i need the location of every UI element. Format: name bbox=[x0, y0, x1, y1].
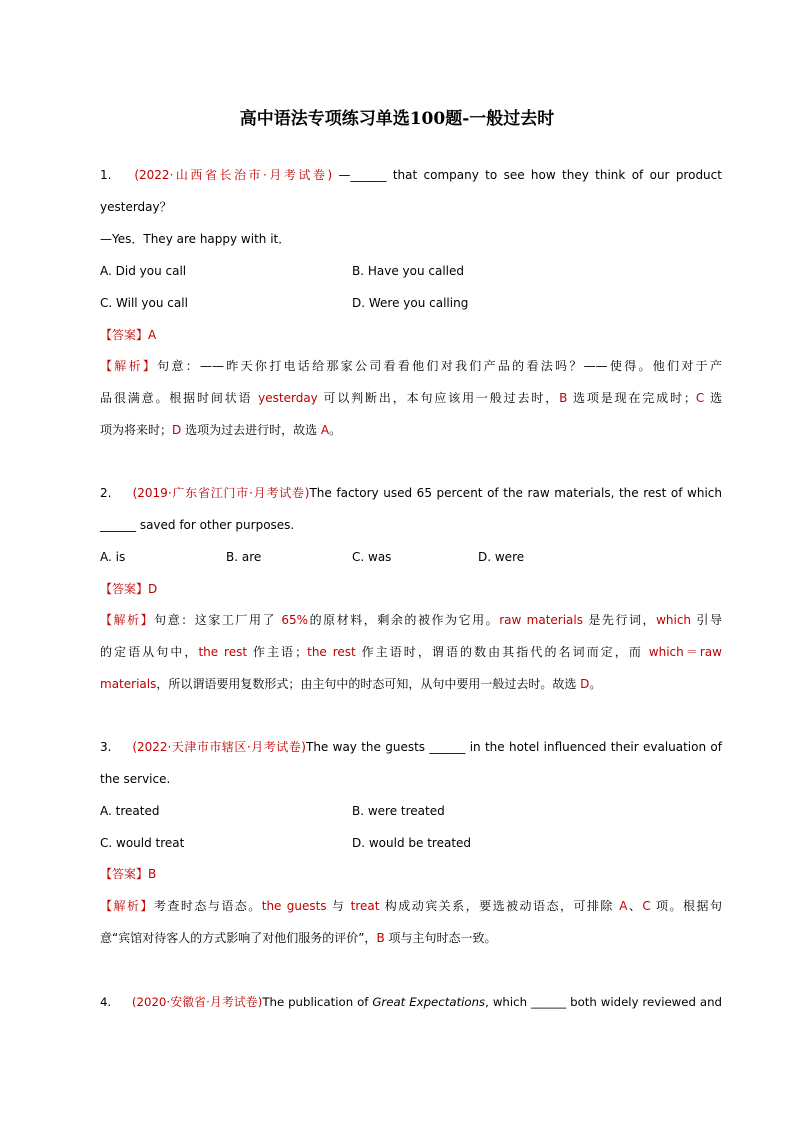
option-a: A. is bbox=[100, 550, 126, 564]
analysis-keyword: D bbox=[172, 423, 182, 437]
option-d: D. Were you calling bbox=[352, 296, 469, 310]
question-3-answer bbox=[100, 866, 722, 882]
analysis-label: 【解析】 bbox=[100, 613, 155, 627]
question-3-analysis-line2 bbox=[100, 930, 722, 946]
question-1-answer bbox=[100, 327, 722, 343]
analysis-text: 项。根据句 bbox=[650, 899, 722, 913]
analysis-keyword: yesterday bbox=[258, 391, 318, 405]
analysis-text: 构成动宾关系，要选被动语态，可排除 bbox=[379, 899, 620, 913]
analysis-keyword: which bbox=[656, 613, 692, 627]
question-source: (2020·安徽省·月考试卷) bbox=[131, 995, 263, 1009]
analysis-text: 考查时态与语态。 bbox=[153, 899, 262, 913]
analysis-keyword: treat bbox=[350, 899, 380, 913]
question-1-analysis-line1 bbox=[100, 358, 722, 374]
analysis-label: 【解析】 bbox=[100, 359, 158, 373]
analysis-text: 意“宾馆对待客人的方式影响了对他们服务的评价”， bbox=[100, 931, 377, 945]
analysis-text: 、 bbox=[627, 899, 643, 913]
answer-value: B bbox=[148, 867, 157, 881]
answer-value: D bbox=[148, 582, 158, 596]
analysis-keyword: A bbox=[619, 899, 628, 913]
question-text: The way the guests ______ in the hotel influenced their evaluation of bbox=[305, 740, 722, 754]
answer-label: 【答案】 bbox=[100, 867, 149, 881]
option-b: B. were treated bbox=[352, 804, 445, 818]
question-source: (2022·天津市市辖区·月考试卷) bbox=[132, 740, 306, 754]
analysis-text: 的原材料，剩余的被作为它用。 bbox=[308, 613, 500, 627]
question-2-analysis-line1 bbox=[100, 612, 722, 628]
question-text: The publication of bbox=[262, 995, 373, 1009]
question-2-stem-line1 bbox=[100, 485, 722, 501]
analysis-text: 品很满意。根据时间状语 bbox=[100, 391, 259, 405]
analysis-text: 作主语时，谓语的数由其指代的名词而定，而 bbox=[355, 645, 649, 659]
analysis-text: 句意：——昨天你打电话给那家公司看看他们对我们产品的看法吗？——使得。他们对于产 bbox=[157, 359, 722, 373]
question-2-analysis-line3 bbox=[100, 676, 722, 692]
question-1-stem-line3: —Yes．They are happy with it． bbox=[100, 232, 291, 246]
question-number: 4. bbox=[100, 995, 112, 1009]
analysis-text: 句意：这家工厂用了 bbox=[154, 613, 282, 627]
analysis-text: 可以判断出，本句应该用一般过去时， bbox=[317, 391, 560, 405]
option-d: D. would be treated bbox=[352, 836, 472, 850]
analysis-keyword: B bbox=[559, 391, 568, 405]
analysis-text: 引导 bbox=[691, 613, 722, 627]
question-1-stem-line2: yesterday？ bbox=[100, 200, 172, 214]
question-2-stem-line2: ______ saved for other purposes. bbox=[100, 518, 295, 532]
answer-label: 【答案】 bbox=[100, 582, 149, 596]
option-a: A. Did you call bbox=[100, 264, 187, 278]
option-b: B. are bbox=[226, 550, 262, 564]
analysis-text: 。 bbox=[329, 423, 342, 437]
analysis-keyword: C bbox=[695, 391, 705, 405]
analysis-text: 项与主句时态一致。 bbox=[384, 931, 497, 945]
option-c: C. Will you call bbox=[100, 296, 188, 310]
analysis-keyword: the guests bbox=[261, 899, 327, 913]
option-d: D. were bbox=[478, 550, 525, 564]
analysis-keyword: 65% bbox=[281, 613, 309, 627]
analysis-keyword: materials bbox=[100, 677, 157, 691]
question-1-stem-line1 bbox=[100, 167, 722, 183]
analysis-keyword: raw materials bbox=[499, 613, 583, 627]
question-3-stem-line1 bbox=[100, 739, 722, 755]
analysis-text: 选项是现在完成时； bbox=[567, 391, 696, 405]
analysis-text: 。 bbox=[589, 677, 602, 691]
answer-label: 【答案】 bbox=[100, 328, 149, 342]
question-3-stem-line2: the service. bbox=[100, 772, 171, 786]
analysis-text: 是先行词， bbox=[583, 613, 657, 627]
question-3-analysis-line1 bbox=[100, 898, 722, 914]
analysis-text: 选 bbox=[704, 391, 722, 405]
analysis-text: 与 bbox=[326, 899, 351, 913]
analysis-text: 选项为过去进行时，故选 bbox=[181, 423, 321, 437]
option-c: C. was bbox=[352, 550, 392, 564]
question-1-analysis-line2 bbox=[100, 390, 722, 406]
analysis-keyword: the rest bbox=[307, 645, 356, 659]
analysis-keyword: A bbox=[320, 423, 330, 437]
analysis-label: 【解析】 bbox=[100, 899, 154, 913]
analysis-text: 作主语； bbox=[247, 645, 308, 659]
question-4-stem-line1 bbox=[100, 994, 722, 1010]
question-source: (2022·山西省长治市·月考试卷) bbox=[134, 168, 333, 182]
question-2-analysis-line2 bbox=[100, 644, 722, 660]
analysis-text: 项为将来时； bbox=[100, 423, 173, 437]
question-source: (2019·广东省江门市·月考试卷) bbox=[132, 486, 310, 500]
option-a: A. treated bbox=[100, 804, 160, 818]
analysis-text: 的定语从句中， bbox=[100, 645, 199, 659]
question-number: 1. bbox=[100, 168, 112, 182]
analysis-keyword: which＝raw bbox=[648, 645, 722, 659]
analysis-text: ，所以谓语要用复数形式；由主句中的时态可知，从句中要用一般过去时。故选 bbox=[156, 677, 581, 691]
question-2-answer bbox=[100, 581, 722, 597]
option-c: C. would treat bbox=[100, 836, 185, 850]
analysis-keyword: D bbox=[580, 677, 590, 691]
analysis-keyword: the rest bbox=[198, 645, 248, 659]
question-text: —______ that company to see how they think of our product bbox=[338, 168, 722, 182]
analysis-keyword: C bbox=[642, 899, 651, 913]
question-text: , which ______ both widely reviewed and bbox=[485, 995, 722, 1009]
question-text: The factory used 65 percent of the raw materials, the rest of which bbox=[309, 486, 722, 500]
question-1-analysis-line3 bbox=[100, 422, 722, 438]
question-number: 3. bbox=[100, 740, 112, 754]
analysis-keyword: B bbox=[376, 931, 385, 945]
book-title: Great Expectations bbox=[372, 995, 486, 1009]
option-b: B. Have you called bbox=[352, 264, 465, 278]
answer-value: A bbox=[148, 328, 157, 342]
question-number: 2. bbox=[100, 486, 112, 500]
page-title: 高中语法专项练习单选100题-一般过去时 bbox=[239, 109, 555, 129]
